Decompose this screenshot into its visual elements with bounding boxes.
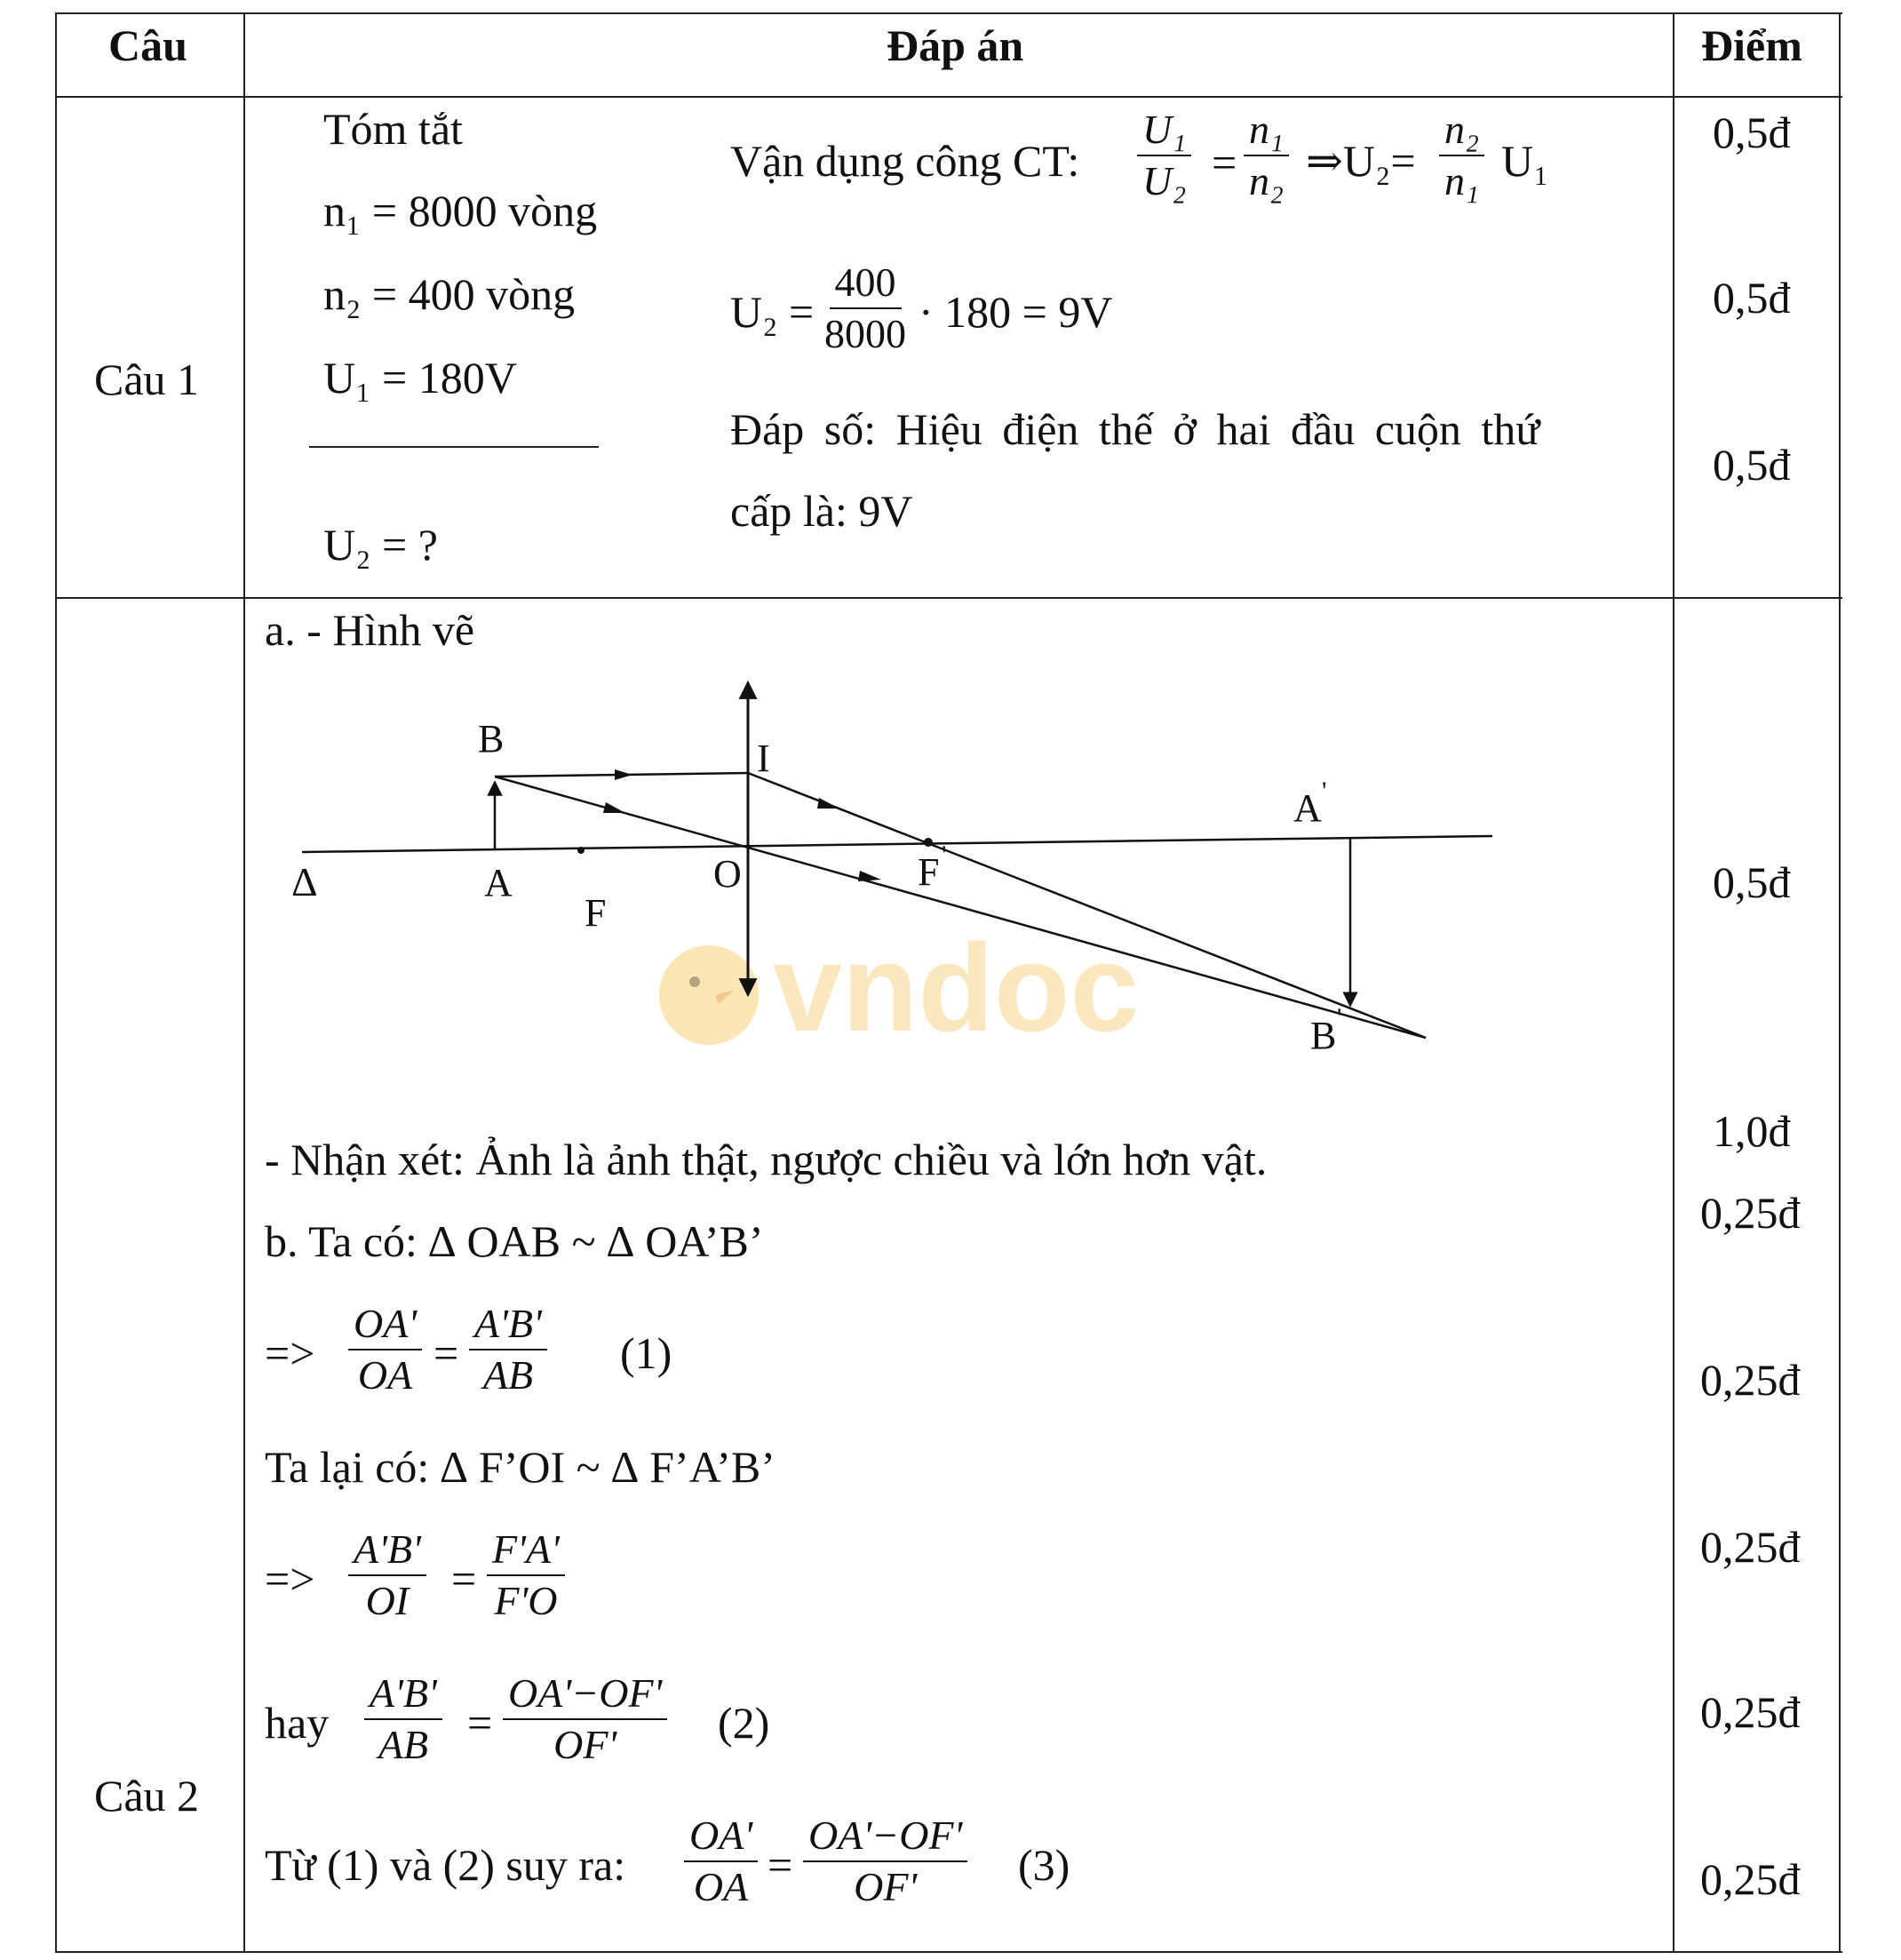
svg-text:I: I [757,737,770,780]
q1-calc-rest: · 180 = 9V [919,287,1113,337]
q1-label: Câu 1 [94,355,200,404]
q1-frac-n2-n1: $\frac{\text{n₂}}{\text{n₁}}$ [1439,108,1484,203]
svg-text:': ' [1337,1003,1342,1032]
svg-text:vndoc: vndoc [773,918,1140,1057]
q1-calc-lhs: U₂ = [730,287,815,337]
q2-score-1: 0,5đ [1713,857,1791,907]
svg-text:Δ: Δ [291,859,318,904]
q2-eq-right: $\frac{F'A'}{F'O}$ [487,1528,565,1623]
q2-from: Từ (1) và (2) suy ra: [265,1840,626,1890]
q2-eq1-tag: (1) [620,1328,672,1378]
vndoc-watermark [659,918,1139,1057]
q2-score-6: 0,25đ [1700,1687,1801,1737]
svg-text:A: A [1293,786,1322,830]
q2-eq3-left: $\frac{OA'}{OA}$ [684,1814,758,1909]
q2-eq3-tag: (3) [1018,1840,1070,1890]
q2-eq2-equals: = [467,1698,493,1748]
header-cau: Câu [108,20,187,70]
q2-part-b: b. Ta có: ∆ OAB ~ ∆ OA’B’ [265,1216,764,1266]
q2-score-7: 0,25đ [1700,1854,1801,1904]
q2-score-5: 0,25đ [1700,1522,1801,1572]
q2-part-a: a. - Hình vẽ [265,605,475,655]
q2-eq2-left: $\frac{A'B'}{AB}$ [364,1672,442,1767]
q2-eq3-equals: = [768,1840,793,1890]
q1-score-2: 0,5đ [1713,273,1791,323]
q1-formula-tail: U₁ [1501,136,1549,186]
q2-eq2-right: $\frac{OA'-OF'}{OF'}$ [503,1672,667,1767]
q2-hay: hay [265,1698,330,1748]
svg-text:F: F [585,891,607,935]
q1-formula-intro: Vận dụng công CT: [730,136,1080,186]
svg-text:': ' [942,841,947,870]
q2-eq-equals: = [451,1554,477,1604]
q2-also: Ta lại có: ∆ F’OI ~ ∆ F’A’B’ [265,1442,776,1492]
q1-summary-title: Tóm tắt [323,104,463,154]
col-divider-1 [243,12,245,1953]
table-top-border [55,12,1842,14]
q2-eq1-left: $\frac{OA'}{OA}$ [348,1303,422,1398]
table-left-border [55,12,57,1953]
header-diem: Điểm [1701,20,1802,70]
svg-text:O: O [713,852,742,896]
q2-score-4: 0,25đ [1700,1355,1801,1405]
lens-ray-diagram [266,666,1510,1075]
q1-frac-n1-n2: $\frac{\text{n₁}}{\text{n₂}}$ [1244,108,1289,203]
q1-given-n1: n₁ = 8000 vòng [323,186,598,235]
q1-frac-u1-u2: $\frac{\text{U₁}}{\text{U₂}}$ [1137,108,1191,203]
q1-answer-line1: Đáp số: Hiệu điện thế ở hai đầu cuộn thứ [730,404,1540,454]
q1-score-3: 0,5đ [1713,440,1791,490]
q2-eq1-right: $\frac{A'B'}{AB}$ [469,1303,547,1398]
q2-eq-left: $\frac{A'B'}{OI}$ [348,1528,426,1623]
q2-eq-implies: => [265,1554,315,1604]
q2-label: Câu 2 [94,1771,200,1821]
q2-remark: - Nhận xét: Ảnh là ảnh thật, ngược chiều và lớn hơn vật. [265,1135,1268,1184]
q2-score-2: 1,0đ [1713,1106,1791,1156]
col-divider-2 [1673,12,1674,1953]
row1-bottom-border [55,597,1842,599]
svg-text:B: B [1310,1014,1337,1057]
q1-calc-frac: $\frac{400}{8000}$ [824,259,906,357]
table-bottom-border [55,1951,1842,1953]
q1-given-u1: U₁ = 180V [323,353,517,402]
header-dap-an: Đáp án [887,20,1024,70]
q1-implies: ⇒U₂= [1306,136,1416,186]
q1-equals: = [1212,138,1237,187]
q1-given-n2: n₂ = 400 vòng [323,269,576,319]
q2-eq1-implies: => [265,1328,315,1378]
svg-text:B: B [478,717,505,761]
q1-answer-line2: cấp là: 9V [730,486,913,536]
q2-score-3: 0,25đ [1700,1188,1801,1238]
q2-eq1-equals: = [433,1328,459,1378]
svg-text:A: A [484,861,513,904]
svg-text:F: F [918,850,940,894]
q2-eq2-tag: (2) [718,1698,770,1748]
q2-eq3-right: $\frac{OA'-OF'}{OF'}$ [803,1814,967,1909]
q1-score-1: 0,5đ [1713,108,1791,157]
header-bottom-border [55,96,1842,98]
svg-text:': ' [1322,777,1327,806]
table-right-border [1839,12,1841,1953]
q1-summary-divider [309,446,599,448]
q1-unknown: U₂ = ? [323,520,438,570]
